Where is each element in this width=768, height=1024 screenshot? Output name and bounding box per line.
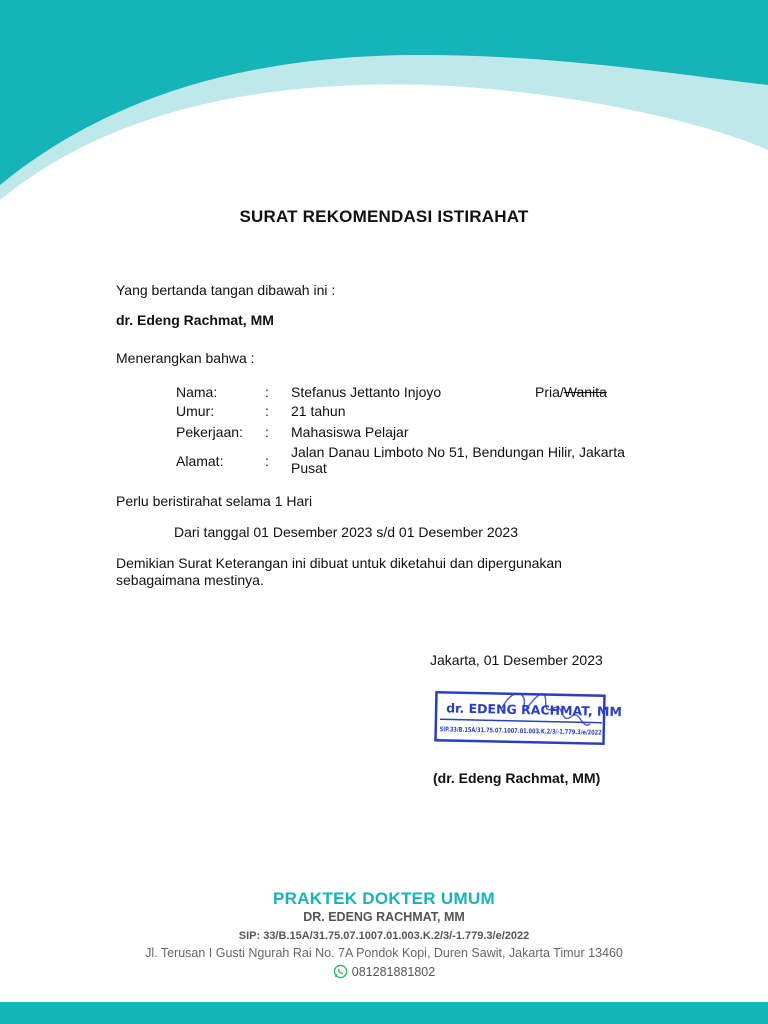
address-colon: : [265,453,269,469]
rest-needed-text: Perlu beristirahat selama 1 Hari [116,493,313,509]
age-value: 21 tahun [291,403,346,419]
job-colon: : [265,424,269,440]
job-value: Mahasiswa Pelajar [291,424,409,440]
stamp-sip: SIP.33/B.15A/31.75.07.1007.01.003.K.2/3/-1.779.3/e/2022 [439,725,650,738]
place-date: Jakarta, 01 Desember 2023 [430,652,603,668]
signature-name: (dr. Edeng Rachmat, MM) [433,770,601,786]
name-label: Nama: [176,384,218,400]
explains-text: Menerangkan bahwa : [116,350,255,366]
doctor-name: dr. Edeng Rachmat, MM [116,312,274,328]
whatsapp-icon [333,964,348,979]
name-value: Stefanus Jettanto Injoyo [291,384,442,400]
address-label: Alamat: [176,453,224,469]
footer-phone-row [0,964,768,979]
footer-doctor: DR. EDENG RACHMAT, MM [303,910,465,924]
footer-address: Jl. Terusan I Gusti Ngurah Rai No. 7A Pondok Kopi, Duren Sawit, Jakarta Timur 13460 [145,946,623,960]
gender-pria: Pria/ [535,384,564,400]
address-value [291,444,625,476]
closing-line-2: sebagaimana mestinya. [116,572,264,588]
job-label: Pekerjaan: [176,424,243,440]
address-line-1: Jalan Danau Limboto No 51, Bendungan Hilir, Jakarta [291,444,625,460]
gender-wanita-struck: Wanita [563,384,607,400]
header-wave-decoration [0,0,768,200]
footer-bar-decoration [0,1002,768,1024]
stamp-name: dr. EDENG RACHMAT, MM [446,700,623,720]
address-line-2: Pusat [291,460,327,476]
name-colon: : [265,384,269,400]
gender-field [535,384,607,401]
footer-phone: 081281881802 [351,964,436,979]
date-range-text: Dari tanggal 01 Desember 2023 s/d 01 Desember 2023 [174,524,518,540]
doctor-stamp [432,686,650,748]
intro-text: Yang bertanda tangan dibawah ini : [116,282,336,298]
footer-sip: SIP: 33/B.15A/31.75.07.1007.01.003.K.2/3/-1.779.3/e/2022 [238,930,530,942]
footer-practice: PRAKTEK DOKTER UMUM [273,889,495,908]
age-label: Umur: [176,403,215,419]
closing-text [116,555,562,589]
closing-line-1: Demikian Surat Keterangan ini dibuat untuk diketahui dan dipergunakan [116,555,562,571]
letter-title: SURAT REKOMENDASI ISTIRAHAT [239,207,529,226]
age-colon: : [265,403,269,419]
